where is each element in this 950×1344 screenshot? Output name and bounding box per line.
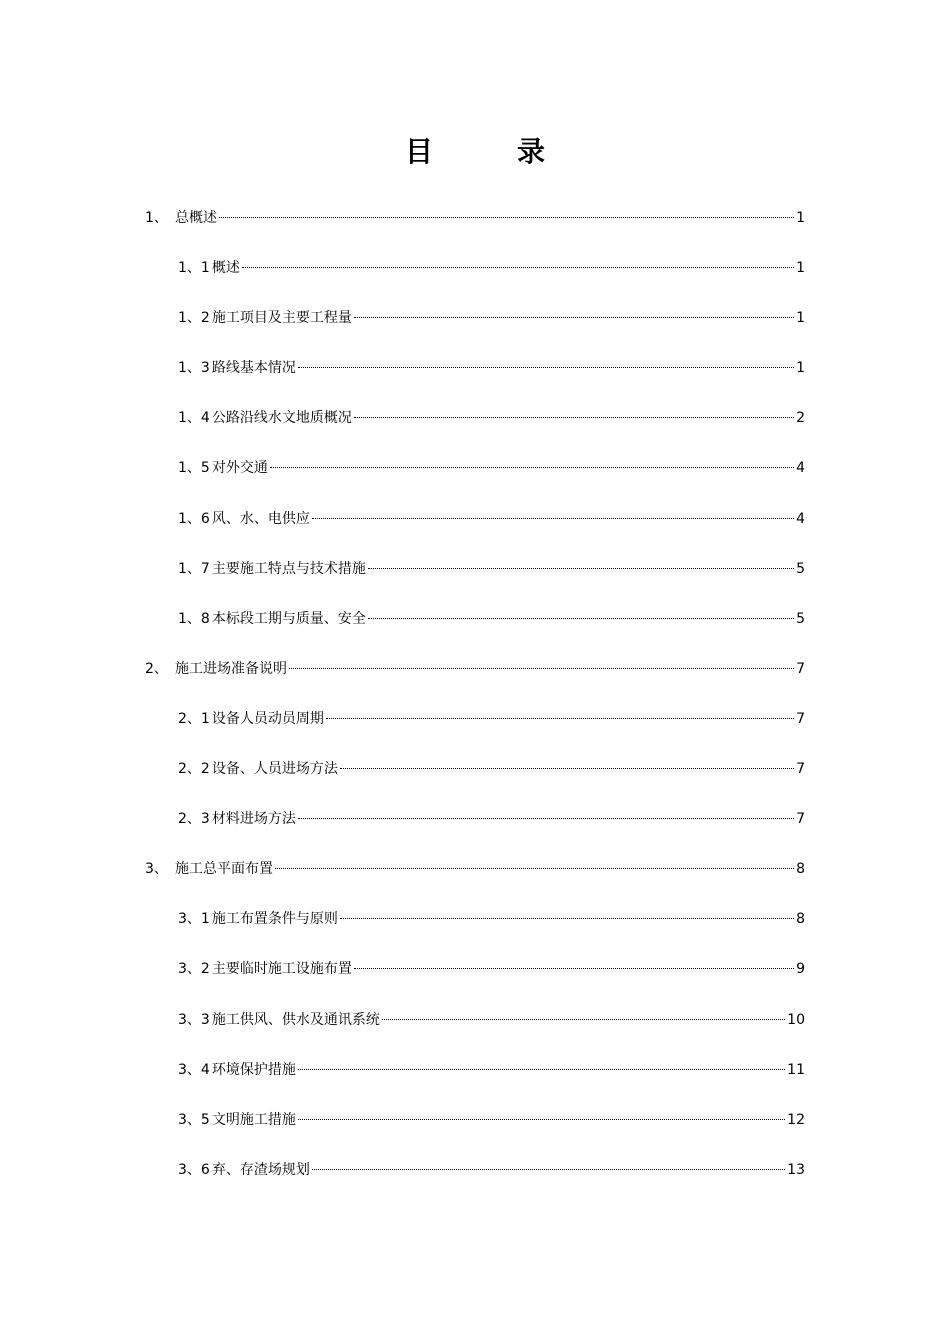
toc-entry-title: 施工项目及主要工程量	[211, 310, 352, 327]
toc-entry-page-number: 4	[796, 510, 805, 527]
toc-entry[interactable]	[145, 506, 805, 556]
toc-entry[interactable]	[145, 856, 805, 906]
toc-entry[interactable]	[145, 305, 805, 355]
toc-entry-title: 风、水、电供应	[211, 510, 310, 527]
toc-dot-leader	[270, 466, 794, 468]
toc-entry-page-number: 12	[787, 1111, 805, 1128]
toc-entry[interactable]	[145, 1007, 805, 1057]
toc-dot-leader	[312, 1168, 785, 1170]
toc-entry-page-number: 13	[787, 1161, 805, 1178]
toc-entry-page-number: 1	[796, 310, 805, 327]
toc-dot-leader	[354, 967, 794, 969]
toc-entry[interactable]	[145, 556, 805, 606]
toc-dot-leader	[289, 667, 794, 669]
toc-entry-number: 3、4	[178, 1061, 210, 1078]
toc-entry-number: 3、3	[178, 1011, 210, 1028]
toc-entry-number: 1、6	[178, 510, 210, 527]
toc-dot-leader	[326, 717, 794, 719]
toc-entry[interactable]	[145, 1107, 805, 1157]
toc-entry-page-number: 7	[796, 710, 805, 727]
toc-entry-title: 施工供风、供水及通讯系统	[211, 1011, 380, 1028]
toc-entry[interactable]	[145, 956, 805, 1006]
toc-entry[interactable]	[145, 405, 805, 455]
toc-dot-leader	[242, 266, 794, 268]
toc-entry-number: 3、	[145, 861, 168, 878]
toc-dot-leader	[219, 216, 794, 218]
toc-dot-leader	[340, 767, 794, 769]
toc-entry[interactable]	[145, 906, 805, 956]
toc-entry-page-number: 8	[796, 861, 805, 878]
toc-dot-leader	[275, 867, 794, 869]
toc-entry-page-number: 7	[796, 761, 805, 778]
toc-dot-leader	[382, 1018, 785, 1020]
toc-dot-leader	[298, 1118, 785, 1120]
toc-entry-number: 2、1	[178, 710, 210, 727]
toc-entry-title: 对外交通	[211, 460, 268, 477]
toc-entry-page-number: 1	[796, 210, 805, 226]
toc-entry[interactable]	[145, 1157, 805, 1207]
toc-entry[interactable]	[145, 656, 805, 706]
toc-entry-title: 公路沿线水文地质概况	[211, 410, 352, 427]
toc-entry-title: 概述	[211, 260, 240, 277]
toc-dot-leader	[368, 617, 794, 619]
toc-entry-title: 总概述	[175, 210, 217, 226]
toc-entry[interactable]	[145, 1057, 805, 1107]
toc-entry[interactable]	[145, 756, 805, 806]
toc-entry-title: 主要临时施工设施布置	[211, 961, 352, 978]
toc-entry-page-number: 5	[796, 610, 805, 627]
toc-entry[interactable]	[145, 455, 805, 505]
toc-dot-leader	[312, 517, 794, 519]
toc-entry-page-number: 7	[796, 660, 805, 677]
toc-entry-page-number: 9	[796, 961, 805, 978]
toc-entry-number: 2、3	[178, 811, 210, 828]
toc-entry-number: 1、	[145, 210, 168, 226]
toc-dot-leader	[368, 567, 794, 569]
toc-entry-title: 文明施工措施	[211, 1111, 296, 1128]
toc-entry[interactable]	[145, 255, 805, 305]
toc-entry-title: 施工布置条件与原则	[211, 911, 338, 928]
toc-entry-number: 3、2	[178, 961, 210, 978]
toc-entry-page-number: 11	[787, 1061, 805, 1078]
toc-entry-number: 2、2	[178, 761, 210, 778]
toc-entry-title: 主要施工特点与技术措施	[211, 560, 366, 577]
toc-entry-number: 1、5	[178, 460, 210, 477]
toc-dot-leader	[354, 416, 794, 418]
toc-entry-number: 3、1	[178, 911, 210, 928]
table-of-contents	[145, 205, 805, 1207]
toc-entry-number: 1、8	[178, 610, 210, 627]
toc-entry-number: 1、1	[178, 260, 210, 277]
toc-entry-title: 施工总平面布置	[175, 861, 273, 878]
toc-entry-number: 1、4	[178, 410, 210, 427]
toc-entry-title: 环境保护措施	[211, 1061, 296, 1078]
toc-entry-page-number: 2	[796, 410, 805, 427]
toc-entry-page-number: 8	[796, 911, 805, 928]
toc-entry-number: 2、	[145, 660, 168, 677]
page-title: 目 录	[404, 135, 573, 168]
toc-entry[interactable]	[145, 806, 805, 856]
toc-entry[interactable]	[145, 355, 805, 405]
toc-entry-page-number: 5	[796, 560, 805, 577]
toc-entry-number: 1、7	[178, 560, 210, 577]
toc-entry-title: 设备、人员进场方法	[211, 761, 338, 778]
toc-entry-number: 3、5	[178, 1111, 210, 1128]
toc-entry-page-number: 1	[796, 360, 805, 377]
toc-entry-title: 设备人员动员周期	[211, 710, 324, 727]
toc-entry-page-number: 7	[796, 811, 805, 828]
toc-dot-leader	[298, 366, 794, 368]
toc-entry-number: 1、3	[178, 360, 210, 377]
toc-dot-leader	[354, 316, 794, 318]
toc-entry[interactable]	[145, 706, 805, 756]
toc-entry-number: 1、2	[178, 310, 210, 327]
toc-entry-number: 3、6	[178, 1161, 210, 1178]
toc-entry-page-number: 10	[787, 1011, 805, 1028]
toc-dot-leader	[298, 817, 794, 819]
toc-entry-page-number: 1	[796, 260, 805, 277]
toc-entry-title: 路线基本情况	[211, 360, 296, 377]
toc-dot-leader	[340, 917, 794, 919]
toc-entry[interactable]	[145, 205, 805, 255]
toc-entry-title: 施工进场准备说明	[175, 660, 287, 677]
toc-entry-title: 本标段工期与质量、安全	[211, 610, 366, 627]
toc-entry-page-number: 4	[796, 460, 805, 477]
toc-dot-leader	[298, 1068, 785, 1070]
toc-entry[interactable]	[145, 606, 805, 656]
toc-entry-title: 材料进场方法	[211, 811, 296, 828]
toc-entry-title: 弃、存渣场规划	[211, 1161, 310, 1178]
